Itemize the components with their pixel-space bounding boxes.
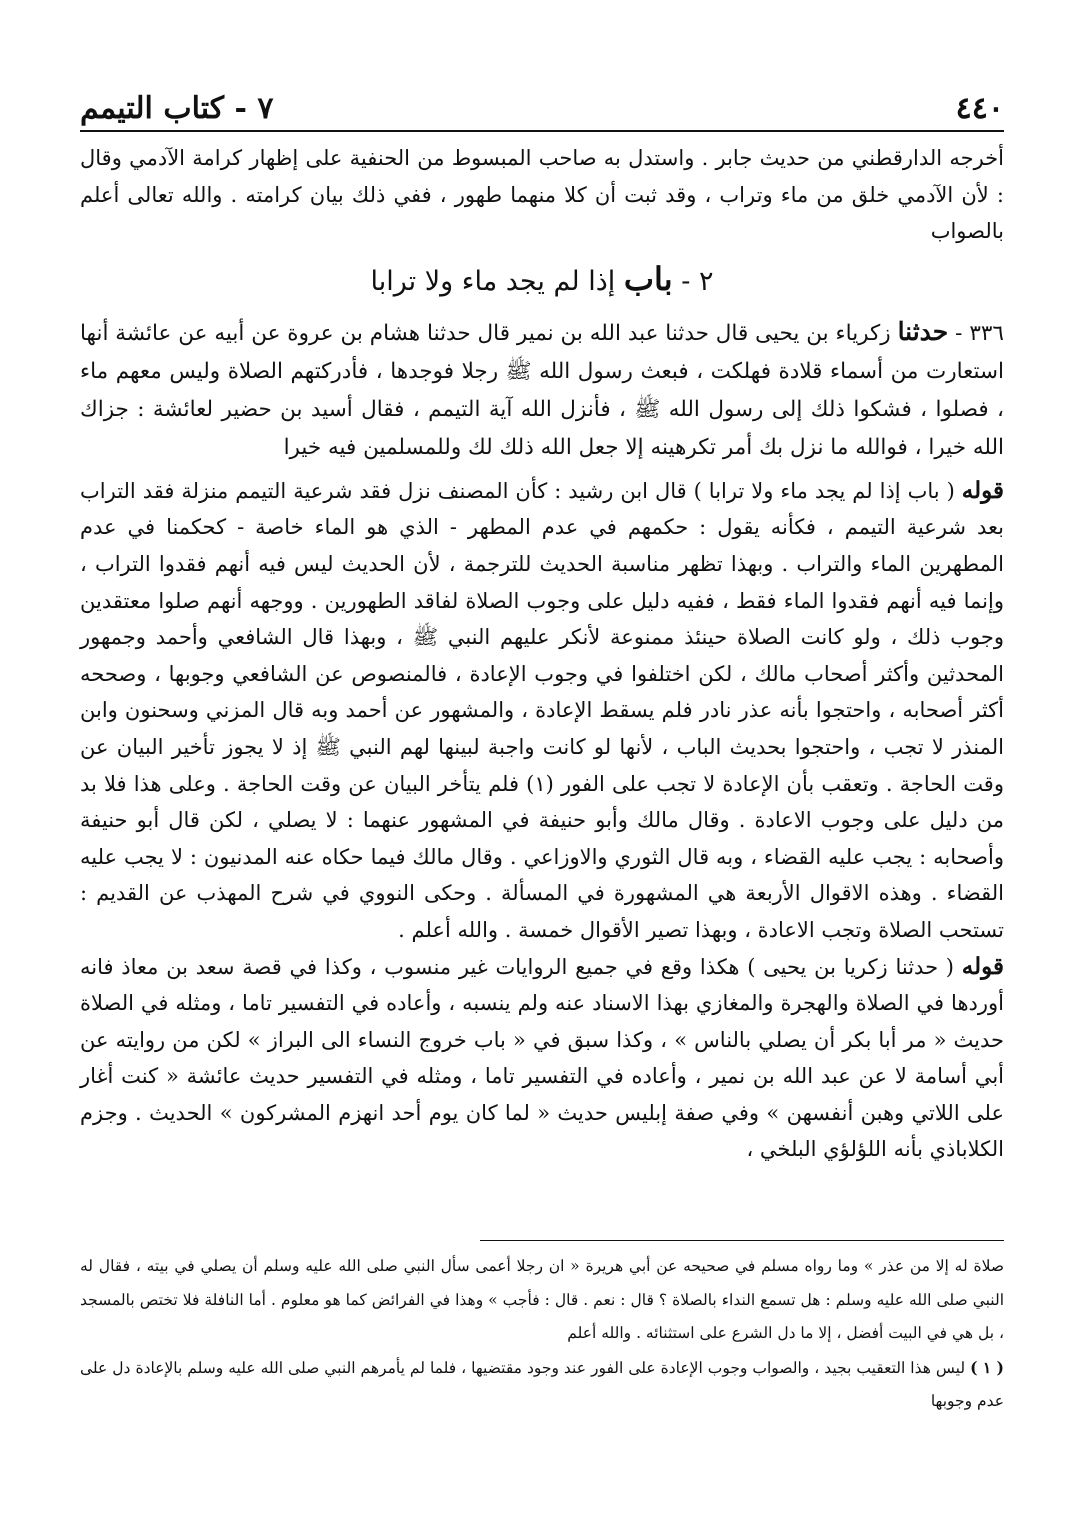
hadith-lead-word: حدثنا xyxy=(897,316,949,346)
main-text xyxy=(80,140,1004,1168)
footnotes xyxy=(80,1250,1004,1419)
commentary-text: ( باب إذا لم يجد ماء ولا ترابا ) قال ابن رشيد : كأن المصنف نزل فقد شرعية التيمم منزلة فقد التراب بعد شرعية التيمم ، فكأنه يقول : حكمهم في عدم المطهر - الذي هو الماء خاصة - كحكمنا في عدم المطهرين الماء والتراب . وبهذا تظهر مناسبة الحديث للترجمة ، لأن الحديث ليس فيه أنهم فقدوا التراب ، وإنما فيه أنهم فقدوا الماء فقط ، ففيه دليل على وجوب الصلاة لفاقد الطهورين . ووجهه أنهم صلوا معتقدين وجوب ذلك ، ولو كانت الصلاة حينئذ ممنوعة لأنكر عليهم النبي ﷺ ، وبهذا قال الشافعي وأحمد وجمهور المحدثين وأكثر أصحاب مالك ، لكن اختلفوا في وجوب الإعادة ، فالمنصوص عن الشافعي وجوبها ، وصححه أكثر أصحابه ، واحتجوا بأنه عذر نادر فلم يسقط الإعادة ، والمشهور عن أحمد وبه قال المزني وسحنون وابن المنذر لا تجب ، واحتجوا بحديث الباب ، لأنها لو كانت واجبة لبينها لهم النبي ﷺ إذ لا يجوز تأخير البيان عن وقت الحاجة . وتعقب بأن الإعادة لا تجب على الفور (١) فلم يتأخر البيان عن وقت الحاجة . وعلى هذا فلا بد من دليل على وجوب الاعادة . وقال مالك وأبو حنيفة في المشهور عنهما : لا يصلي ، لكن قال أبو حنيفة وأصحابه : يجب عليه القضاء ، وبه قال الثوري والاوزاعي . وقال مالك فيما حكاه عنه المدنيون : لا يجب عليه القضاء . وهذه الاقوال الأربعة هي المشهورة في المسألة . وحكى النووي في شرح المهذب عن القديم : تستحب الصلاة وتجب الاعادة ، وبهذا تصير الأقوال خمسة . والله أعلم . xyxy=(80,478,1004,942)
commentary-lead-word: قوله xyxy=(961,952,1004,980)
commentary-paragraph-1 xyxy=(80,473,1004,949)
hadith-number: ٣٣٦ - xyxy=(955,320,1004,346)
page-number: ٤٤٠ xyxy=(955,91,1004,126)
chapter-heading xyxy=(80,254,1004,307)
commentary-text: ( حدثنا زكريا بن يحيى ) هكذا وقع في جميع الروايات غير منسوب ، وكذا في قصة سعد بن معاذ فانه أوردها في الصلاة والهجرة والمغازي بهذا الاسناد عنه ولم ينسبه ، وأعاده في التفسير تاما ، ومثله في الصلاة حديث « مر أبا بكر أن يصلي بالناس » ، وكذا سبق في « باب خروج النساء الى البراز » لكن من روايته عن أبي أسامة لا عن عبد الله بن نمير ، وأعاده في التفسير تاما ، ومثله في التفسير حديث عائشة « كنت أغار على اللاتي وهبن أنفسهن » وفي صفة إبليس حديث « لما كان يوم أحد انهزم المشركون » الحديث . وجزم الكلاباذي بأنه اللؤلؤي البلخي ، xyxy=(80,954,1004,1162)
hadith-text: زكرياء بن يحيى قال حدثنا عبد الله بن نمير قال حدثنا هشام بن عروة عن أبيه عن عائشة أنها استعارت من أسماء قلادة فهلكت ، فبعث رسول الله ﷺ رجلا فوجدها ، فأدركتهم الصلاة وليس معهم ماء ، فصلوا ، فشكوا ذلك إلى رسول الله ﷺ ، فأنزل الله آية التيمم ، فقال أسيد بن حضير لعائشة : جزاك الله خيرا ، فوالله ما نزل بك أمر تكرهينه إلا جعل الله ذلك لك وللمسلمين فيه خيرا xyxy=(80,320,1004,460)
footnote-divider xyxy=(480,1240,1004,1241)
footnote-continuation: صلاة له إلا من عذر » وما رواه مسلم في صحيحه عن أبي هريرة « ان رجلا أعمى سأل النبي صلى الله عليه وسلم أن يصلي في بيته ، فقال له النبي صلى الله عليه وسلم : هل تسمع النداء بالصلاة ؟ قال : نعم . قال : فأجب » وهذا في الفرائض كما هو معلوم . أما النافلة فلا تختص بالمسجد ، بل هي في البيت أفضل ، إلا ما دل الشرع على استثنائه . والله أعلم xyxy=(80,1257,1004,1342)
footnote-text: ليس هذا التعقيب بجيد ، والصواب وجوب الإعادة على الفور عند وجود مقتضيها ، فلما لم يأمرهم النبي صلى الله عليه وسلم بالإعادة دل على عدم وجوبها xyxy=(80,1358,1004,1410)
book-title: ٧ - كتاب التيمم xyxy=(80,91,274,126)
commentary-lead-word: قوله xyxy=(961,476,1004,504)
footnote-1 xyxy=(80,1351,1004,1419)
hadith-paragraph xyxy=(80,313,1004,467)
footnote-number: ( ١ ) xyxy=(970,1357,1004,1377)
commentary-paragraph-2 xyxy=(80,949,1004,1169)
chapter-bab-word: باب xyxy=(623,259,673,298)
header-divider xyxy=(80,130,1004,132)
intro-paragraph: أخرجه الدارقطني من حديث جابر . واستدل به صاحب المبسوط من الحنفية على إظهار كرامة الآدمي وقال : لأن الآدمي خلق من ماء وتراب ، وقد ثبت أن كلا منهما طهور ، ففي ذلك بيان كرامته . والله تعالى أعلم بالصواب xyxy=(80,146,1004,244)
page-header xyxy=(80,78,1004,126)
chapter-number: ٢ - xyxy=(681,265,714,297)
chapter-title: إذا لم يجد ماء ولا ترابا xyxy=(370,265,616,297)
